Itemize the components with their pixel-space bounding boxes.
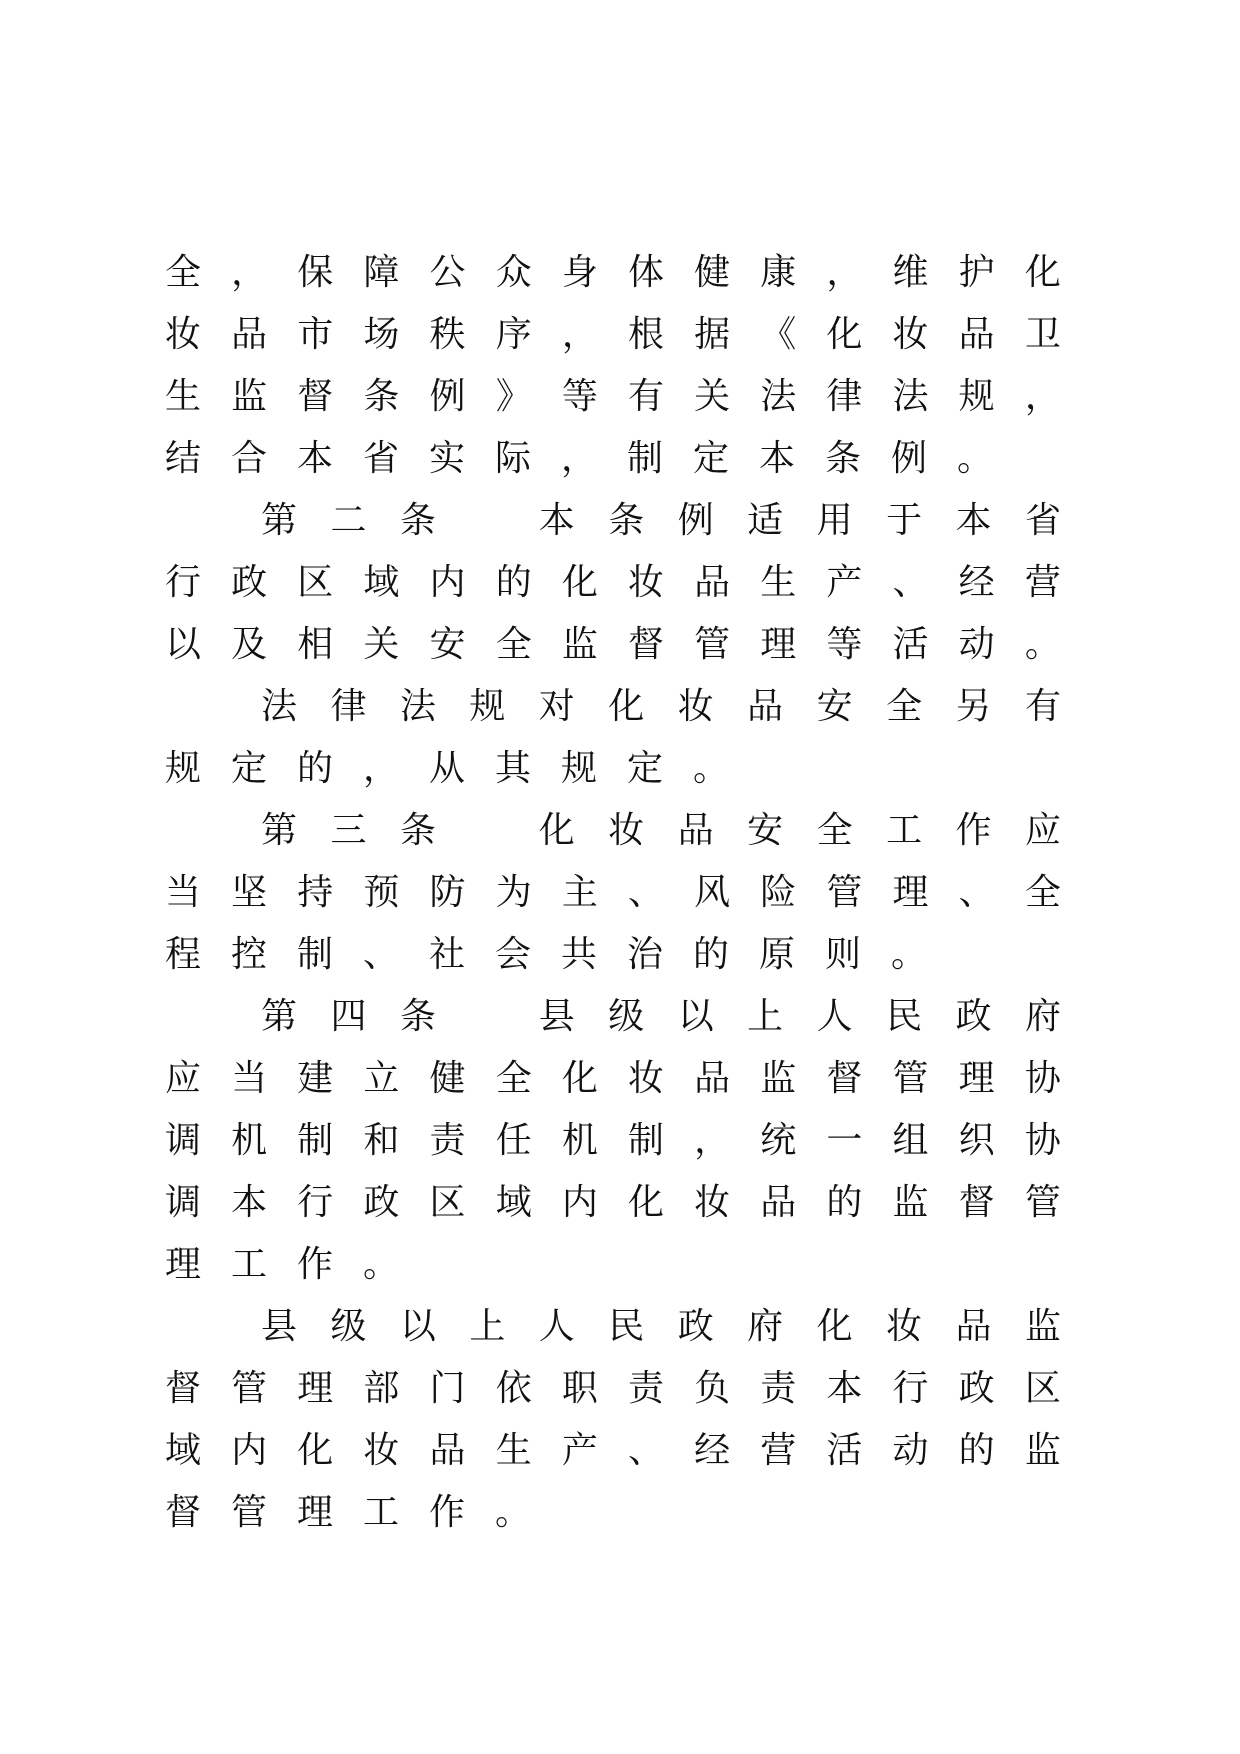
text-char: 众 bbox=[495, 252, 532, 293]
text-line bbox=[163, 738, 1063, 800]
text-char: 化 bbox=[561, 1058, 598, 1099]
text-char: 条 bbox=[399, 996, 436, 1037]
text-char: 督 bbox=[958, 1182, 995, 1223]
text-char: 合 bbox=[230, 438, 267, 479]
text-char bbox=[467, 800, 507, 862]
text-char: 省 bbox=[1024, 500, 1061, 541]
text-char: 门 bbox=[429, 1368, 466, 1409]
text-char: 法 bbox=[892, 376, 929, 417]
text-char: 全 bbox=[886, 686, 923, 727]
text-line bbox=[163, 552, 1063, 614]
text-char: 调 bbox=[164, 1120, 201, 1161]
text-char: 人 bbox=[538, 1306, 575, 1347]
text-char: 三 bbox=[330, 810, 367, 851]
text-char: 场 bbox=[363, 314, 400, 355]
text-char: 康 bbox=[760, 252, 797, 293]
text-char: 生 bbox=[495, 1430, 532, 1471]
text-char: 管 bbox=[892, 1058, 929, 1099]
text-char: 风 bbox=[694, 872, 731, 913]
text-char: 责 bbox=[429, 1120, 466, 1161]
text-char: 条 bbox=[824, 438, 861, 479]
text-char: 监 bbox=[561, 624, 598, 665]
text-char: 省 bbox=[362, 438, 399, 479]
text-char: 的 bbox=[826, 1182, 863, 1223]
text-char: ， bbox=[362, 748, 399, 789]
text-char: 生 bbox=[760, 562, 797, 603]
text-char: 内 bbox=[561, 1182, 598, 1223]
text-char: 制 bbox=[296, 934, 333, 975]
text-char: 化 bbox=[826, 314, 863, 355]
text-char: 理 bbox=[892, 872, 929, 913]
text-char: 督 bbox=[164, 1368, 201, 1409]
text-char: 、 bbox=[892, 562, 929, 603]
text-char: 管 bbox=[231, 1368, 268, 1409]
text-char: 的 bbox=[495, 562, 532, 603]
text-char: ， bbox=[560, 438, 597, 479]
text-char: 有 bbox=[1024, 686, 1061, 727]
text-char: 化 bbox=[608, 686, 645, 727]
text-char: 妆 bbox=[363, 1430, 400, 1471]
text-char: 《 bbox=[760, 314, 797, 355]
text-char: 法 bbox=[260, 686, 297, 727]
text-char: 化 bbox=[561, 562, 598, 603]
text-char: 条 bbox=[399, 500, 436, 541]
text-char: 区 bbox=[297, 562, 334, 603]
text-char: 妆 bbox=[886, 1306, 923, 1347]
text-char: 预 bbox=[363, 872, 400, 913]
text-char: 产 bbox=[561, 1430, 598, 1471]
text-char: 定 bbox=[230, 748, 267, 789]
text-char: 民 bbox=[608, 1306, 645, 1347]
text-char: 。 bbox=[494, 1492, 531, 1533]
text-char: 治 bbox=[626, 934, 663, 975]
text-char: 协 bbox=[1024, 1120, 1061, 1161]
text-char: 经 bbox=[958, 562, 995, 603]
text-char: 秩 bbox=[429, 314, 466, 355]
text-char: 统 bbox=[760, 1120, 797, 1161]
text-char: 妆 bbox=[627, 1058, 664, 1099]
text-char: 第 bbox=[260, 996, 297, 1037]
text-char bbox=[467, 490, 507, 552]
text-char: 从 bbox=[428, 748, 465, 789]
text-char: 化 bbox=[297, 1430, 334, 1471]
text-char: 身 bbox=[561, 252, 598, 293]
text-char: 本 bbox=[538, 500, 575, 541]
text-char: 负 bbox=[694, 1368, 731, 1409]
text-char: 活 bbox=[826, 1430, 863, 1471]
text-char: 第 bbox=[260, 500, 297, 541]
text-char: 关 bbox=[694, 376, 731, 417]
text-char: 本 bbox=[296, 438, 333, 479]
text-char: 县 bbox=[260, 1306, 297, 1347]
text-char: 例 bbox=[677, 500, 714, 541]
text-char: 妆 bbox=[164, 314, 201, 355]
text-char: 另 bbox=[955, 686, 992, 727]
text-char: 区 bbox=[429, 1182, 466, 1223]
text-char: 内 bbox=[429, 562, 466, 603]
text-line bbox=[163, 1482, 1063, 1544]
text-char: 监 bbox=[760, 1058, 797, 1099]
text-char: 理 bbox=[297, 1368, 334, 1409]
text-line bbox=[163, 862, 1063, 924]
text-char: ， bbox=[561, 314, 598, 355]
text-char: 品 bbox=[694, 562, 731, 603]
text-char: 作 bbox=[955, 810, 992, 851]
article-3-line bbox=[163, 800, 1063, 862]
text-char: 内 bbox=[231, 1430, 268, 1471]
text-char: 政 bbox=[231, 562, 268, 603]
article-4-line bbox=[163, 986, 1063, 1048]
text-char: 品 bbox=[429, 1430, 466, 1471]
text-char: 品 bbox=[958, 314, 995, 355]
text-char: 域 bbox=[363, 562, 400, 603]
text-char: 障 bbox=[363, 252, 400, 293]
text-line bbox=[163, 366, 1063, 428]
text-char: 规 bbox=[469, 686, 506, 727]
text-char: 于 bbox=[886, 500, 923, 541]
text-char: 相 bbox=[297, 624, 334, 665]
text-char: 第 bbox=[260, 810, 297, 851]
text-char: 理 bbox=[958, 1058, 995, 1099]
text-char: 主 bbox=[561, 872, 598, 913]
text-char: 职 bbox=[561, 1368, 598, 1409]
text-char: 制 bbox=[627, 1120, 664, 1161]
text-char: 品 bbox=[694, 1058, 731, 1099]
text-char: 规 bbox=[164, 748, 201, 789]
text-char: 例 bbox=[429, 376, 466, 417]
text-char: 工 bbox=[886, 810, 923, 851]
text-char: 化 bbox=[1024, 252, 1061, 293]
text-char: 社 bbox=[428, 934, 465, 975]
text-char: 。 bbox=[1024, 624, 1061, 665]
text-char: 产 bbox=[826, 562, 863, 603]
text-char: 二 bbox=[330, 500, 367, 541]
text-char: 全 bbox=[164, 252, 201, 293]
text-char: 适 bbox=[747, 500, 784, 541]
text-line bbox=[163, 428, 1063, 490]
text-char: 护 bbox=[958, 252, 995, 293]
text-char: 管 bbox=[826, 872, 863, 913]
text-char: 品 bbox=[677, 810, 714, 851]
text-char: 调 bbox=[164, 1182, 201, 1223]
text-char: 全 bbox=[816, 810, 853, 851]
text-char: 坚 bbox=[231, 872, 268, 913]
text-char: 管 bbox=[1024, 1182, 1061, 1223]
text-char: 上 bbox=[747, 996, 784, 1037]
text-char: 级 bbox=[330, 1306, 367, 1347]
text-char: 和 bbox=[363, 1120, 400, 1161]
text-char: 本 bbox=[758, 438, 795, 479]
text-char: 维 bbox=[892, 252, 929, 293]
text-char: 序 bbox=[495, 314, 532, 355]
text-char: ， bbox=[694, 1120, 731, 1161]
text-char: 工 bbox=[362, 1492, 399, 1533]
text-char: 织 bbox=[958, 1120, 995, 1161]
text-char: 督 bbox=[164, 1492, 201, 1533]
text-char: 管 bbox=[230, 1492, 267, 1533]
text-char: 机 bbox=[231, 1120, 268, 1161]
text-char: 建 bbox=[297, 1058, 334, 1099]
text-char: 妆 bbox=[627, 562, 664, 603]
text-line bbox=[163, 1420, 1063, 1482]
text-char: 立 bbox=[363, 1058, 400, 1099]
text-char: 督 bbox=[826, 1058, 863, 1099]
text-char: 妆 bbox=[892, 314, 929, 355]
text-char: ， bbox=[1024, 376, 1061, 417]
text-char: 行 bbox=[892, 1368, 929, 1409]
paragraph-line bbox=[163, 676, 1063, 738]
text-char: 品 bbox=[955, 1306, 992, 1347]
text-char: 全 bbox=[495, 1058, 532, 1099]
text-char: 法 bbox=[399, 686, 436, 727]
text-char: 区 bbox=[1024, 1368, 1061, 1409]
text-char: 防 bbox=[429, 872, 466, 913]
text-char: 公 bbox=[429, 252, 466, 293]
text-char: 督 bbox=[297, 376, 334, 417]
text-char: 化 bbox=[816, 1306, 853, 1347]
text-char: 上 bbox=[469, 1306, 506, 1347]
text-char: 品 bbox=[747, 686, 784, 727]
text-char: 责 bbox=[627, 1368, 664, 1409]
text-char: 人 bbox=[816, 996, 853, 1037]
text-char: 定 bbox=[626, 748, 663, 789]
text-char: 根 bbox=[627, 314, 664, 355]
text-char: 理 bbox=[164, 1244, 201, 1285]
text-char: 经 bbox=[694, 1430, 731, 1471]
text-line bbox=[163, 1048, 1063, 1110]
text-char: 关 bbox=[363, 624, 400, 665]
text-char: 监 bbox=[892, 1182, 929, 1223]
text-line bbox=[163, 1172, 1063, 1234]
text-char: 本 bbox=[826, 1368, 863, 1409]
text-char: 、 bbox=[627, 1430, 664, 1471]
text-char: 妆 bbox=[677, 686, 714, 727]
text-char: 行 bbox=[164, 562, 201, 603]
text-char: 。 bbox=[956, 438, 993, 479]
text-char: 全 bbox=[495, 624, 532, 665]
text-char: 安 bbox=[747, 810, 784, 851]
text-char: 域 bbox=[164, 1430, 201, 1471]
text-char: 监 bbox=[1024, 1306, 1061, 1347]
text-char: 结 bbox=[164, 438, 201, 479]
text-char: 原 bbox=[758, 934, 795, 975]
text-char: 用 bbox=[816, 500, 853, 541]
text-char: 全 bbox=[1024, 872, 1061, 913]
text-char: 其 bbox=[494, 748, 531, 789]
text-char: 协 bbox=[1024, 1058, 1061, 1099]
text-char: 。 bbox=[362, 1244, 399, 1285]
text-char: 民 bbox=[886, 996, 923, 1037]
text-char: 市 bbox=[297, 314, 334, 355]
text-char: 法 bbox=[760, 376, 797, 417]
text-char: 妆 bbox=[608, 810, 645, 851]
text-char: 等 bbox=[826, 624, 863, 665]
text-char: 律 bbox=[826, 376, 863, 417]
text-char: 机 bbox=[561, 1120, 598, 1161]
text-char: 行 bbox=[297, 1182, 334, 1223]
text-char: 例 bbox=[890, 438, 927, 479]
text-char: 以 bbox=[164, 624, 201, 665]
text-char: 依 bbox=[495, 1368, 532, 1409]
text-char: 条 bbox=[608, 500, 645, 541]
text-char: 任 bbox=[495, 1120, 532, 1161]
text-char: 持 bbox=[297, 872, 334, 913]
text-char: 制 bbox=[626, 438, 663, 479]
text-char: 、 bbox=[362, 934, 399, 975]
text-line bbox=[163, 1358, 1063, 1420]
text-char: 营 bbox=[760, 1430, 797, 1471]
text-char: 的 bbox=[958, 1430, 995, 1471]
article-2-line bbox=[163, 490, 1063, 552]
text-char: 实 bbox=[428, 438, 465, 479]
text-char: 府 bbox=[1024, 996, 1061, 1037]
text-char: 等 bbox=[561, 376, 598, 417]
text-char: 以 bbox=[677, 996, 714, 1037]
text-char: 本 bbox=[231, 1182, 268, 1223]
text-char: 部 bbox=[363, 1368, 400, 1409]
text-char: 妆 bbox=[694, 1182, 731, 1223]
text-char: 生 bbox=[164, 376, 201, 417]
text-char: 营 bbox=[1024, 562, 1061, 603]
text-char: 的 bbox=[296, 748, 333, 789]
text-char: 。 bbox=[890, 934, 927, 975]
text-char: 管 bbox=[694, 624, 731, 665]
text-char: 健 bbox=[694, 252, 731, 293]
text-char: 健 bbox=[429, 1058, 466, 1099]
text-char: 、 bbox=[958, 872, 995, 913]
text-char: 律 bbox=[330, 686, 367, 727]
text-char: ， bbox=[231, 252, 268, 293]
text-char: 四 bbox=[330, 996, 367, 1037]
text-char: 险 bbox=[760, 872, 797, 913]
text-char: ， bbox=[826, 252, 863, 293]
text-char: 对 bbox=[538, 686, 575, 727]
text-char: 规 bbox=[958, 376, 995, 417]
text-char: 动 bbox=[892, 1430, 929, 1471]
text-line bbox=[163, 614, 1063, 676]
text-line bbox=[163, 242, 1063, 304]
text-char: 为 bbox=[495, 872, 532, 913]
text-char: 一 bbox=[826, 1120, 863, 1161]
text-char: 应 bbox=[164, 1058, 201, 1099]
text-char: 以 bbox=[399, 1306, 436, 1347]
text-char: 有 bbox=[627, 376, 664, 417]
paragraph-line bbox=[163, 1296, 1063, 1358]
text-char: 府 bbox=[747, 1306, 784, 1347]
text-char: 级 bbox=[608, 996, 645, 1037]
text-char: 控 bbox=[230, 934, 267, 975]
text-char: 会 bbox=[494, 934, 531, 975]
text-char: 理 bbox=[296, 1492, 333, 1533]
text-char: 》 bbox=[495, 376, 532, 417]
text-char: 应 bbox=[1024, 810, 1061, 851]
text-char: 工 bbox=[230, 1244, 267, 1285]
text-char: 、 bbox=[627, 872, 664, 913]
text-char: 程 bbox=[164, 934, 201, 975]
text-char: 当 bbox=[164, 872, 201, 913]
text-char: 制 bbox=[297, 1120, 334, 1161]
text-char: 本 bbox=[955, 500, 992, 541]
text-char: 。 bbox=[692, 748, 729, 789]
text-char: 及 bbox=[231, 624, 268, 665]
text-char bbox=[467, 986, 507, 1048]
text-char: 体 bbox=[627, 252, 664, 293]
text-char: 则 bbox=[824, 934, 861, 975]
text-char: 卫 bbox=[1024, 314, 1061, 355]
text-char: 当 bbox=[231, 1058, 268, 1099]
text-char: 化 bbox=[627, 1182, 664, 1223]
text-char: 品 bbox=[760, 1182, 797, 1223]
text-char: 政 bbox=[955, 996, 992, 1037]
text-line bbox=[163, 304, 1063, 366]
text-char: 条 bbox=[399, 810, 436, 851]
text-char: 动 bbox=[958, 624, 995, 665]
text-char: 据 bbox=[694, 314, 731, 355]
text-char: 共 bbox=[560, 934, 597, 975]
text-char: 政 bbox=[363, 1182, 400, 1223]
text-char: 活 bbox=[892, 624, 929, 665]
text-char: 政 bbox=[958, 1368, 995, 1409]
text-char: 规 bbox=[560, 748, 597, 789]
text-char: 保 bbox=[297, 252, 334, 293]
regulation-text bbox=[163, 242, 1063, 1544]
text-line bbox=[163, 1234, 1063, 1296]
text-char: 政 bbox=[677, 1306, 714, 1347]
text-char: 际 bbox=[494, 438, 531, 479]
text-char: 的 bbox=[692, 934, 729, 975]
text-char: 理 bbox=[760, 624, 797, 665]
text-char: 域 bbox=[495, 1182, 532, 1223]
text-char: 作 bbox=[428, 1492, 465, 1533]
text-char: 作 bbox=[296, 1244, 333, 1285]
text-line bbox=[163, 1110, 1063, 1172]
text-char: 定 bbox=[692, 438, 729, 479]
text-char: 督 bbox=[627, 624, 664, 665]
text-char: 责 bbox=[760, 1368, 797, 1409]
text-char: 安 bbox=[816, 686, 853, 727]
text-char: 品 bbox=[231, 314, 268, 355]
text-char: 监 bbox=[231, 376, 268, 417]
text-char: 县 bbox=[538, 996, 575, 1037]
text-line bbox=[163, 924, 1063, 986]
text-char: 组 bbox=[892, 1120, 929, 1161]
text-char: 安 bbox=[429, 624, 466, 665]
text-char: 化 bbox=[538, 810, 575, 851]
text-char: 监 bbox=[1024, 1430, 1061, 1471]
text-char: 条 bbox=[363, 376, 400, 417]
